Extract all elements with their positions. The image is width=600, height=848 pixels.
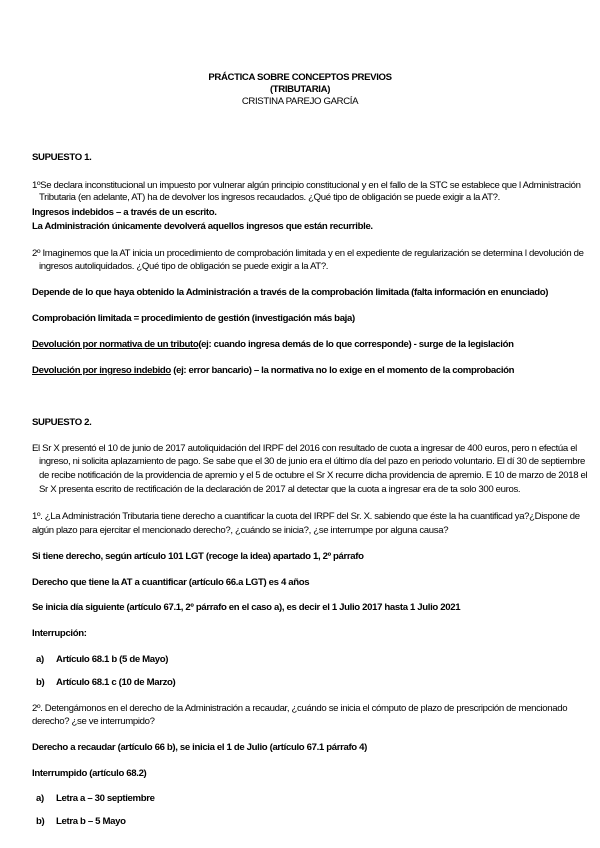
section-2-heading: SUPUESTO 2. [32,417,92,428]
s1-answer-5-rest: (ej: error bancario) – la normativa no lo exige en el momento de la comprobación [170,365,515,376]
s2-answer-4: Interrupción: [32,628,87,639]
s2-paragraph-line-3: de recibe notificación de la providencia de apremio y el 5 de octubre el Sr X recurre dicha providencia de apremio. E 10 de marzo de 2018 el [39,470,588,481]
list-2-item-a-marker: a) [36,793,44,804]
list-2-item-a-text: Letra a – 30 septiembre [56,793,155,804]
s1-question-2-line-2: ingresos autoliquidados. ¿Qué tipo de obligación se puede exigir a la AT?. [39,261,329,272]
s2-answer-1: Si tiene derecho, según artículo 101 LGT (recoge la idea) apartado 1, 2º párrafo [32,551,364,562]
s1-answer-1-line-2: La Administración únicamente devolverá aquellos ingresos que están recurrible. [32,221,373,232]
s2-answer-2: Derecho que tiene la AT a cuantificar (artículo 66.a LGT) es 4 años [32,577,310,588]
s1-answer-4 [32,339,514,351]
document-author: CRISTINA PAREJO GARCÍA [241,96,359,107]
section-1-heading: SUPUESTO 1. [32,152,92,163]
list-1-item-b-marker: b) [36,677,45,688]
s2-question-1-line-2: algún plazo para ejercitar el mencionado derecho?, ¿cuándo se inicia?, ¿se interrumpe por alguna causa? [32,525,449,536]
s2-paragraph-line-2: ingreso, ni solicita aplazamiento de pago. Se sabe que el 30 de junio era el último día del pazo en periodo voluntario. El dí 30 de septiembre [39,456,586,467]
s1-answer-5-underlined: Devolución por ingreso indebido [32,365,171,376]
s2-paragraph-line-4: Sr X presenta escrito de rectificación de la declaración de 2017 al detectar que la cuota a ingresar era de ta solo 300 euros. [39,484,521,495]
list-1-item-b-text: Artículo 68.1 c (10 de Marzo) [56,677,176,688]
s1-question-2-line-1: 2º Imaginemos que la AT inicia un procedimiento de comprobación limitada y en el expediente de regularización se determina l devolución de [32,248,584,259]
s2-answer-5: Derecho a recaudar (artículo 66 b), se inicia el 1 de Julio (artículo 67.1 párrafo 4) [32,742,367,753]
s2-answer-3: Se inicia día siguiente (artículo 67.1, 2º párrafo en el caso a), es decir el 1 Julio 2017 hasta 1 Julio 2021 [32,602,461,613]
s2-answer-6: Interrumpido (artículo 68.2) [32,768,147,779]
list-1-item-a-marker: a) [36,654,44,665]
list-2-item-b-text: Letra b – 5 Mayo [56,816,126,827]
s1-answer-5 [32,365,514,377]
s2-paragraph-line-1: El Sr X presentó el 10 de junio de 2017 autoliquidación del IRPF del 2016 con resultado de cuota a ingresar de 400 euros, pero n efectúa el [32,443,577,454]
s2-question-2-line-1: 2º. Detengámonos en el derecho de la Administración a recaudar, ¿cuándo se inicia el cómputo de plazo de prescripción de mencionado [32,703,568,714]
s1-answer-4-rest: (ej: cuando ingresa demás de lo que corresponde) - surge de la legislación [198,339,514,350]
s1-question-1-line-2: Tributaria (en adelante, AT) ha de devolver los ingresos recaudados. ¿Qué tipo de obligación se puede exigir a la AT?. [39,192,500,203]
s2-question-2-line-2: derecho? ¿se ve interrumpido? [32,716,155,727]
s2-question-1-line-1: 1º. ¿La Administración Tributaria tiene derecho a cuantificar la cuota del IRPF del Sr. X. sabiendo que éste la ha cuantificad ya?¿Dispone de [32,511,580,522]
document-subtitle: (TRIBUTARIA) [269,84,331,95]
list-2-item-b-marker: b) [36,816,45,827]
s1-answer-4-underlined: Devolución por normativa de un tributo [32,339,199,350]
s1-question-1-line-1: 1ºSe declara inconstitucional un impuesto por vulnerar algún principio constitucional y en el fallo de la STC se establece que l Administración [32,180,581,191]
s1-answer-2: Depende de lo que haya obtenido la Administración a través de la comprobación limitada (falta información en enunciado) [32,287,549,298]
list-1-item-a-text: Artículo 68.1 b (5 de Mayo) [56,654,169,665]
s1-answer-1-line-1: Ingresos indebidos – a través de un escrito. [32,207,217,218]
s1-answer-3: Comprobación limitada = procedimiento de gestión (investigación más baja) [32,313,355,324]
document-title: PRÁCTICA SOBRE CONCEPTOS PREVIOS [208,72,392,83]
